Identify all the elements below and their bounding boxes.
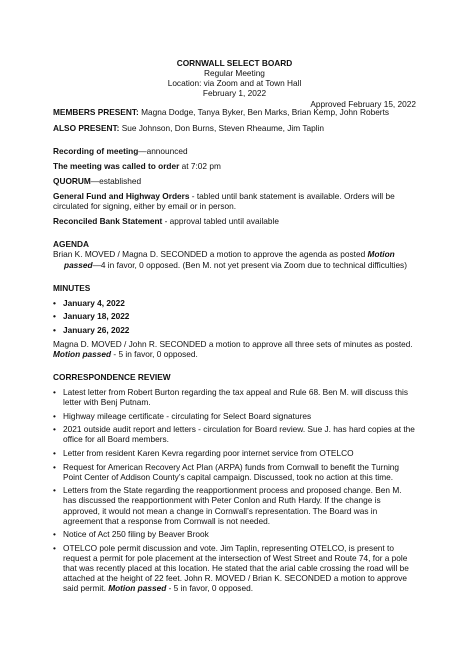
item-line: • Latest letter from Robert Burton regarding the tax appeal and Rule 68. Ben M. will discuss this [63,386,408,397]
quorum-line [53,176,416,186]
agenda-text-2: —4 in favor, 0 opposed. (Ben M. not yet present via Zoom due to technical difficulties) [92,259,407,270]
recording-value: —announced [138,145,188,156]
item-line: • Request for American Recovery Act Plan (ARPA) funds from Cornwall to benefit the Turning [63,461,400,472]
item-line: request a permit for pole placement at the intersection of West Street and Route 74, for a pole [63,552,408,563]
item-line: • Notice of Act 250 filing by Beaver Brook [63,529,209,540]
minutes-text-1: Magna D. MOVED / John R. SECONDED a motion to approve all three sets of minutes as posted. [53,338,413,349]
correspondence-list [53,387,416,593]
list-item: • January 26, 2022 [53,325,416,335]
list-item [53,485,416,525]
agenda-passed-label: passed [64,259,93,270]
list-item [53,529,416,539]
reconciled-line [53,216,416,226]
item-text: - 5 in favor, 0 opposed. [166,583,253,594]
item-line: • Letters from the State regarding the reapportionment process and proposed change. Ben M. [63,485,402,496]
minutes-motion-label: Motion passed [53,348,112,359]
minutes-list [53,298,416,335]
item-line: attached at the height of 22 feet. John R. MOVED / Brian K. SECONDED a motion to approve [63,573,408,584]
general-fund-value: - tabled until bank statement is available. Orders will be circulated for signing, either by email or in person. [53,190,395,212]
board-title: CORNWALL SELECT BOARD [176,58,293,68]
item-line: • OTELCO pole permit discussion and vote. Jim Taplin, representing OTELCO, is present to [63,542,394,553]
item-line: • Highway mileage certificate - circulating for Select Board signatures [63,410,312,421]
minutes-text-2: - 5 in favor, 0 opposed. [111,348,198,359]
call-to-order-value: at 7:02 pm [179,160,221,171]
correspondence-heading: CORRESPONDENCE REVIEW [53,371,171,382]
agenda-heading: AGENDA [53,239,89,250]
also-present [53,123,416,133]
also-present-value: Sue Johnson, Don Burns, Steven Rheaume, Jim Taplin [121,122,325,133]
minutes-heading: MINUTES [53,282,91,293]
quorum-value: —established [90,175,142,186]
meeting-location: Location: via Zoom and at Town Hall [167,78,302,89]
list-item: • January 4, 2022 [53,298,416,308]
item-text: said permit. [63,583,109,594]
members-present-label: MEMBERS PRESENT: [53,107,139,118]
recording-line [53,146,416,156]
agenda-motion [53,249,416,269]
quorum-label: QUORUM [53,175,91,186]
list-item [53,411,416,421]
item-line: office for all Board members. [63,434,169,445]
item-line: letter with Benj Putnam. [63,397,151,408]
list-item: • January 18, 2022 [53,311,416,321]
list-item [53,543,416,594]
agenda-motion-label: Motion [367,249,395,260]
general-fund-label: General Fund and Highway Orders [53,190,190,201]
item-line: has discussed the reapportionment with Peter Conlon and Ruth Hardy. If the change is [63,495,381,506]
meeting-type: Regular Meeting [204,68,265,79]
call-to-order-label: The meeting was called to order [53,160,180,171]
item-line: Point Center of Addison County’s capital campaign. Discussed, took no action at this time. [63,471,394,482]
reconciled-value: - approval tabled until available [162,216,279,227]
meeting-date: February 1, 2022 [202,88,267,99]
item-line: • 2021 outside audit report and letters - circulation for Board review. Sue J. has hard copies at the [63,424,415,435]
item-line: approved, it would not mean a change in Cornwall’s representation. The Board was in [63,505,378,516]
agenda-text-1: Brian K. MOVED / Magna D. SECONDED a motion to approve the agenda as posted [53,249,368,260]
item-line: that was recently placed at this location. He stated that the arial cable crossing the road will be [63,563,409,574]
recording-label: Recording of meeting [53,145,139,156]
call-to-order-line [53,161,416,171]
item-line: agreement that a response from Cornwall is not needed. [63,515,271,526]
general-fund-line [53,191,416,211]
list-item [53,387,416,407]
approval-note: Approved February 15, 2022 [310,99,416,109]
item-line [63,583,416,593]
list-item [53,448,416,458]
reconciled-label: Reconciled Bank Statement [53,216,163,227]
minutes-document [0,58,464,658]
also-present-label: ALSO PRESENT: [53,122,120,133]
otelco-motion-label: Motion passed [108,583,167,594]
list-item [53,462,416,482]
minutes-motion [53,339,416,359]
item-line: • Letter from resident Karen Kevra regarding poor internet service from OTELCO [63,447,354,458]
list-item [53,424,416,444]
members-present-value: Magna Dodge, Tanya Byker, Ben Marks, Brian Kemp, John Roberts [141,107,390,118]
